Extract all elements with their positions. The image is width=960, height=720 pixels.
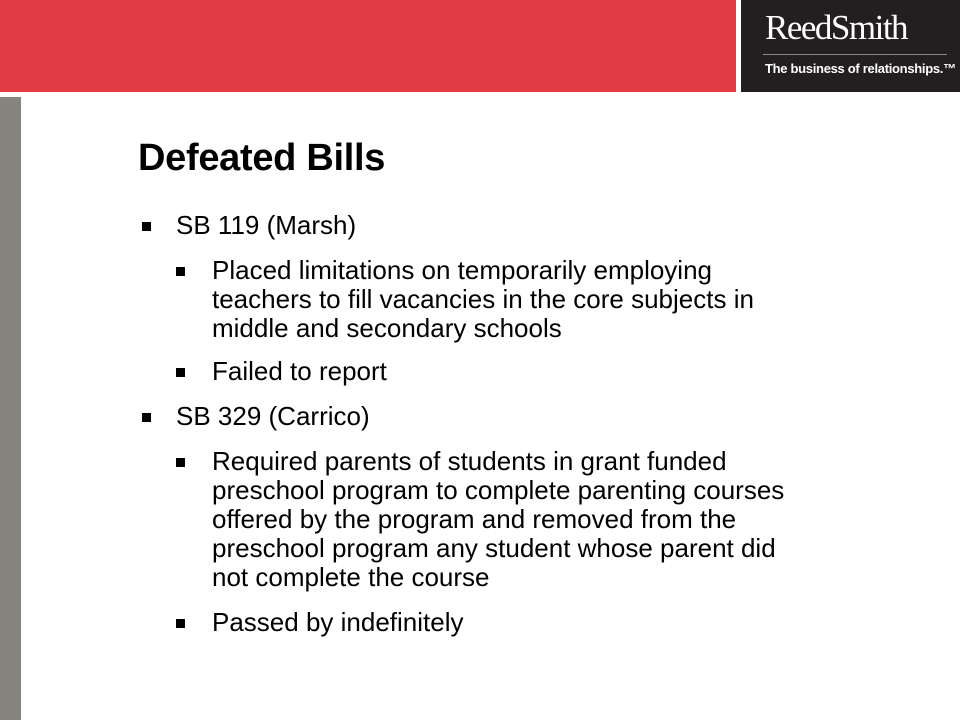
square-bullet-icon [176, 619, 185, 628]
sub-bullet-item [212, 256, 712, 285]
bullet-text: Required parents of students in grant funded [212, 446, 727, 476]
sub-bullet-continuation [212, 534, 776, 563]
bullet-text: SB 119 (Marsh) [176, 210, 357, 240]
square-bullet-icon [142, 413, 151, 422]
sub-bullet-continuation [212, 285, 754, 314]
square-bullet-icon [176, 458, 185, 467]
sub-bullet-item [212, 608, 463, 637]
bullet-text: not complete the course [212, 562, 490, 592]
bullet-text: SB 329 (Carrico) [176, 401, 370, 431]
sub-bullet-continuation [212, 476, 784, 505]
bullet-item-sb329 [176, 402, 370, 431]
bullet-text: offered by the program and removed from the [212, 504, 737, 534]
bullet-text: preschool program to complete parenting courses [212, 475, 785, 505]
bullet-text: Failed to report [212, 356, 387, 386]
sub-bullet-continuation [212, 314, 562, 343]
bullet-text: Placed limitations on temporarily employing [212, 255, 713, 285]
square-bullet-icon [176, 267, 185, 276]
logo-divider [763, 54, 947, 55]
bullet-text: middle and secondary schools [212, 313, 562, 343]
header-accent-bar [0, 0, 736, 92]
side-accent-bar [0, 97, 21, 720]
sub-bullet-continuation [212, 505, 736, 534]
logo-tagline: The business of relationships.™ [765, 61, 956, 76]
square-bullet-icon [142, 222, 151, 231]
slide-title: Defeated Bills [138, 137, 386, 179]
bullet-text: preschool program any student whose parent did [212, 533, 776, 563]
bullet-text: Passed by indefinitely [212, 607, 464, 637]
logo-wordmark: ReedSmith [765, 8, 908, 47]
square-bullet-icon [176, 368, 185, 377]
sub-bullet-item [212, 357, 387, 386]
sub-bullet-item [212, 447, 727, 476]
bullet-item-sb119 [176, 211, 356, 240]
bullet-text: teachers to fill vacancies in the core subjects in [212, 284, 754, 314]
sub-bullet-continuation [212, 563, 490, 592]
reedsmith-logo [741, 0, 960, 92]
